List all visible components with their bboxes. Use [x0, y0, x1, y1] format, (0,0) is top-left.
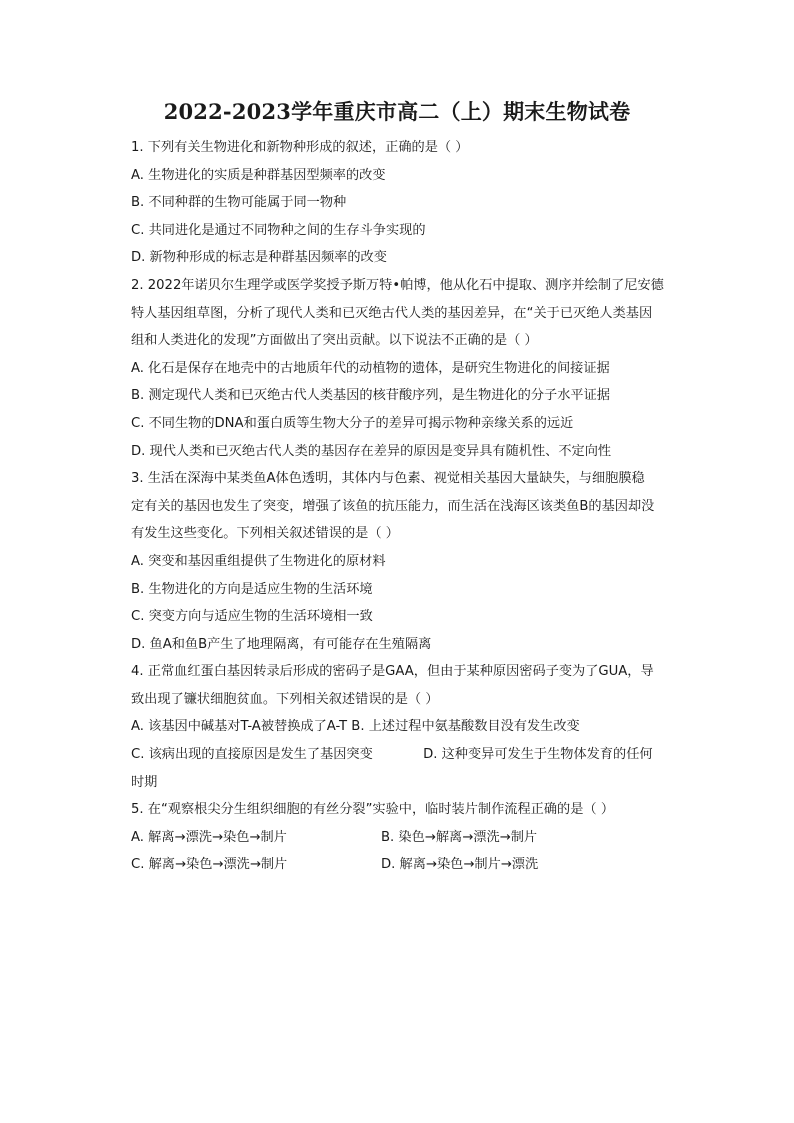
- option-c: C. 共同进化是通过不同物种之间的生存斗争实现的: [131, 222, 426, 238]
- options-row: [131, 851, 691, 879]
- question-stem-line: 致出现了镰状细胞贫血。下列相关叙述错误的是（ ）: [131, 691, 439, 707]
- question-list: [131, 134, 691, 879]
- option-c: C. 解离→染色→漂洗→制片: [131, 857, 288, 873]
- page-title: 2022-2023学年重庆市高二（上）期末生物试卷: [163, 99, 631, 124]
- option-a: A. 突变和基因重组提供了生物进化的原材料: [131, 553, 386, 569]
- option-b: B. 不同种群的生物可能属于同一物种: [131, 195, 347, 211]
- question-stem-line: 定有关的基因也发生了突变，增强了该鱼的抗压能力，而生活在浅海区该类鱼B的基因却没: [131, 498, 655, 514]
- options-row: [131, 824, 691, 852]
- option-d: D. 现代人类和已灭绝古代人类的基因存在差异的原因是变异具有随机性、不定向性: [131, 443, 612, 459]
- question-stem-line: 有发生这些变化。下列相关叙述错误的是（ ）: [131, 526, 399, 542]
- question-stem-line: 3. 生活在深海中某类鱼A体色透明，其体内与色素、视觉相关基因大量缺失，与细胞膜稳: [131, 471, 645, 487]
- question-1: [131, 134, 691, 272]
- option-d: D. 新物种形成的标志是种群基因频率的改变: [131, 250, 387, 266]
- option-b: B. 生物进化的方向是适应生物的生活环境: [131, 581, 373, 597]
- option-d: D. 解离→染色→制片→漂洗: [381, 857, 539, 873]
- options-line: A. 该基因中碱基对T-A被替换成了A-T B. 上述过程中氨基酸数目没有发生改变: [131, 719, 580, 735]
- question-stem: 1. 下列有关生物进化和新物种形成的叙述，正确的是（ ）: [131, 140, 469, 155]
- question-4: [131, 658, 691, 796]
- question-stem-line: 2. 2022年诺贝尔生理学或医学奖授予斯万特•帕博，他从化石中提取、测序并绘制了尼安德: [131, 277, 664, 293]
- question-stem-line: 特人基因组草图，分析了现代人类和已灭绝古代人类的基因差异，在“关于已灭绝人类基因: [131, 305, 653, 321]
- option-a: A. 化石是保存在地壳中的古地质年代的动植物的遗体，是研究生物进化的间接证据: [131, 360, 610, 376]
- question-stem-line: 5. 在“观察根尖分生组织细胞的有丝分裂”实验中，临时装片制作流程正确的是（ ）: [131, 802, 615, 818]
- option-a: A. 生物进化的实质是种群基因型频率的改变: [131, 167, 386, 183]
- question-stem-line: 4. 正常血红蛋白基因转录后形成的密码子是GAA，但由于某种原因密码子变为了GUA，导: [131, 664, 654, 680]
- option-c: C. 突变方向与适应生物的生活环境相一致: [131, 609, 373, 625]
- options-line: C. 该病出现的直接原因是发生了基因突变 D. 这种变异可发生于生物体发育的任何: [131, 747, 653, 763]
- option-b: B. 测定现代人类和已灭绝古代人类基因的核苷酸序列，是生物进化的分子水平证据: [131, 388, 610, 404]
- question-2: [131, 272, 691, 465]
- option-d: D. 鱼A和鱼B产生了地理隔离，有可能存在生殖隔离: [131, 636, 432, 652]
- question-3: [131, 465, 691, 658]
- option-a: A. 解离→漂洗→染色→制片: [131, 829, 287, 845]
- options-line: 时期: [131, 774, 158, 790]
- option-c: C. 不同生物的DNA和蛋白质等生物大分子的差异可揭示物种亲缘关系的远近: [131, 415, 574, 431]
- question-stem-line: 组和人类进化的发现”方面做出了突出贡献。以下说法不正确的是（ ）: [131, 333, 538, 349]
- option-b: B. 染色→解离→漂洗→制片: [381, 829, 538, 845]
- question-5: [131, 796, 691, 879]
